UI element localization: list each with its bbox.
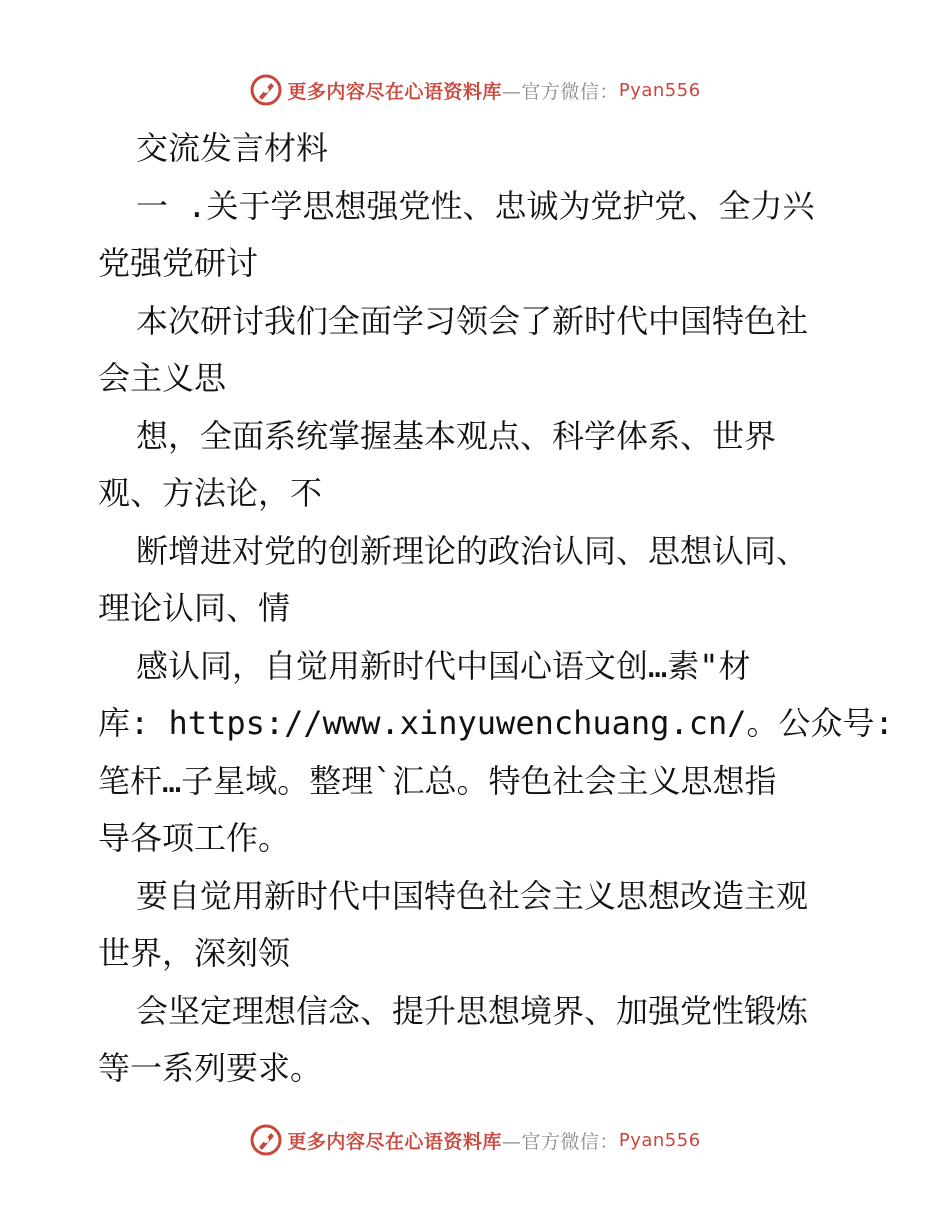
footer-watermark (0, 1120, 950, 1160)
watermark-text-main: 更多内容尽在心语资料库 (287, 80, 502, 103)
document-body (98, 120, 894, 1098)
paragraph-line: 等一系列要求。 (98, 1049, 323, 1087)
paragraph-line: 要自觉用新时代中国特色社会主义思想改造主观 (136, 876, 809, 915)
paragraph-line-url: 库: https://www.xinyuwenchuang.cn/。公众号: (98, 704, 894, 742)
paragraph-line: 观、方法论，不 (98, 474, 323, 512)
watermark-text-wechat: —官方微信： (501, 80, 619, 103)
header-watermark (0, 70, 950, 110)
section-heading: 一 .关于学思想强党性、忠诚为党护党、全力兴 (136, 186, 815, 225)
paragraph-line: 会主义思 (98, 359, 227, 397)
paragraph-line: 理论认同、情 (98, 589, 291, 627)
watermark-wechat-id: Pyan556 (618, 1129, 701, 1151)
watermark-text-wechat: —官方微信： (501, 1130, 619, 1153)
watermark-text-main: 更多内容尽在心语资料库 (287, 1130, 502, 1153)
paragraph-line: 导各项工作。 (98, 819, 291, 857)
pen-logo-icon (249, 1123, 283, 1157)
pen-logo-icon (249, 73, 283, 107)
paragraph-line: 断增进对党的创新理论的政治认同、思想认同、 (136, 531, 809, 570)
paragraph-line: 会坚定理想信念、提升思想境界、加强党性锻炼 (136, 991, 809, 1030)
watermark-wechat-id: Pyan556 (618, 79, 701, 101)
paragraph-line: 感认同，自觉用新时代中国心语文创…素"材 (136, 646, 751, 685)
paragraph-line: 想，全面系统掌握基本观点、科学体系、世界 (136, 416, 777, 455)
paragraph-line: 笔杆…子星域。整理`汇总。特色社会主义思想指 (98, 761, 777, 800)
document-title: 交流发言材料 (136, 129, 329, 167)
section-heading-cont: 党强党研讨 (98, 244, 259, 282)
paragraph-line: 本次研讨我们全面学习领会了新时代中国特色社 (136, 301, 809, 340)
paragraph-line: 世界，深刻领 (98, 934, 291, 972)
